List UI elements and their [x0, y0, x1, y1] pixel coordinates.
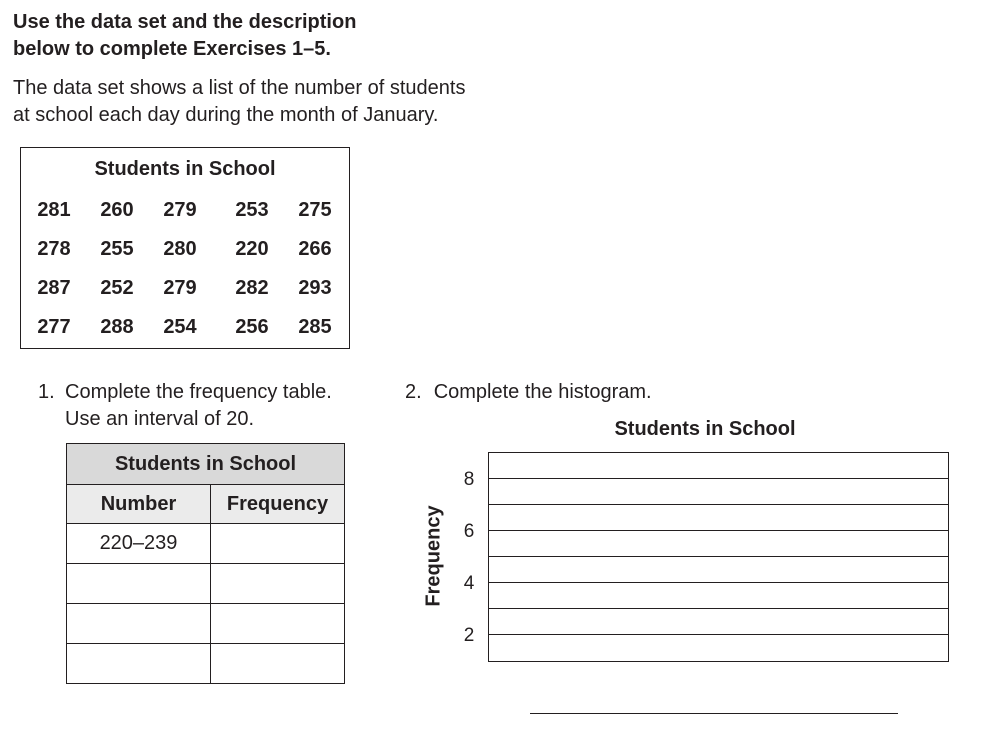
dataset-cell: 256 [235, 316, 269, 338]
exercise-1-text [65, 379, 385, 433]
exercise-2-text: Complete the histogram. [433, 381, 652, 403]
gridline [488, 478, 949, 479]
gridline [488, 608, 949, 609]
dataset-cell: 254 [163, 316, 197, 338]
frequency-table [66, 443, 345, 684]
dataset-row [21, 198, 349, 222]
number-cell: 220–239 [67, 524, 211, 564]
frequency-cell[interactable] [211, 644, 345, 684]
dataset-cell: 278 [37, 238, 71, 260]
gridline [488, 556, 949, 557]
exercise-1-line-1: Complete the frequency table. [65, 381, 332, 403]
dataset-cell: 282 [235, 277, 269, 299]
dataset-table [20, 147, 350, 349]
dataset-row [21, 315, 349, 339]
frequency-cell[interactable] [211, 604, 345, 644]
number-cell[interactable] [67, 604, 211, 644]
frequency-cell[interactable] [211, 564, 345, 604]
frequency-table-header-row [67, 485, 345, 524]
frequency-table-title-row [67, 444, 345, 485]
gridline [488, 582, 949, 583]
heading-line-1: Use the data set and the description [13, 11, 357, 33]
gridline [488, 530, 949, 531]
dataset-cell: 277 [37, 316, 71, 338]
dataset-row [21, 237, 349, 261]
table-row [67, 564, 345, 604]
table-row [67, 644, 345, 684]
dataset-cell: 266 [298, 238, 332, 260]
dataset-cell: 281 [37, 199, 71, 221]
dataset-cell: 288 [100, 316, 134, 338]
dataset-description [13, 75, 533, 129]
dataset-cell: 279 [163, 199, 197, 221]
frequency-column-header: Frequency [211, 485, 345, 524]
dataset-cell: 253 [235, 199, 269, 221]
gridline [488, 504, 949, 505]
exercise-1-line-2: Use an interval of 20. [65, 408, 254, 430]
dataset-row [21, 276, 349, 300]
number-cell[interactable] [67, 644, 211, 684]
dataset-table-title: Students in School [94, 158, 276, 180]
exercise-2 [405, 379, 652, 406]
table-row [67, 604, 345, 644]
number-column-header: Number [67, 485, 211, 524]
dataset-cell: 220 [235, 238, 269, 260]
table-row [67, 524, 345, 564]
y-tick-label: 8 [463, 469, 475, 490]
histogram-y-axis-label: Frequency [422, 505, 445, 607]
y-tick-label: 4 [463, 573, 475, 594]
dataset-cell: 285 [298, 316, 332, 338]
dataset-cell: 287 [37, 277, 71, 299]
histogram-x-axis-answer-line[interactable] [530, 713, 898, 714]
gridline [488, 634, 949, 635]
exercise-1-number: 1. [38, 381, 55, 403]
histogram-grid[interactable] [488, 452, 949, 662]
dataset-cell: 280 [163, 238, 197, 260]
heading-line-2: below to complete Exercises 1–5. [13, 38, 331, 60]
exercise-2-number: 2. [405, 381, 422, 403]
dataset-cell: 255 [100, 238, 134, 260]
instructions-heading [13, 9, 433, 63]
frequency-table-title: Students in School [67, 444, 345, 485]
number-cell[interactable] [67, 564, 211, 604]
frequency-cell[interactable] [211, 524, 345, 564]
y-tick-label: 6 [463, 521, 475, 542]
dataset-cell: 275 [298, 199, 332, 221]
dataset-cell: 252 [100, 277, 134, 299]
dataset-cell: 293 [298, 277, 332, 299]
description-line-2: at school each day during the month of January. [13, 104, 439, 126]
description-line-1: The data set shows a list of the number of students [13, 77, 466, 99]
dataset-cell: 260 [100, 199, 134, 221]
dataset-cell: 279 [163, 277, 197, 299]
y-tick-label: 2 [463, 625, 475, 646]
histogram-title: Students in School [614, 418, 796, 440]
